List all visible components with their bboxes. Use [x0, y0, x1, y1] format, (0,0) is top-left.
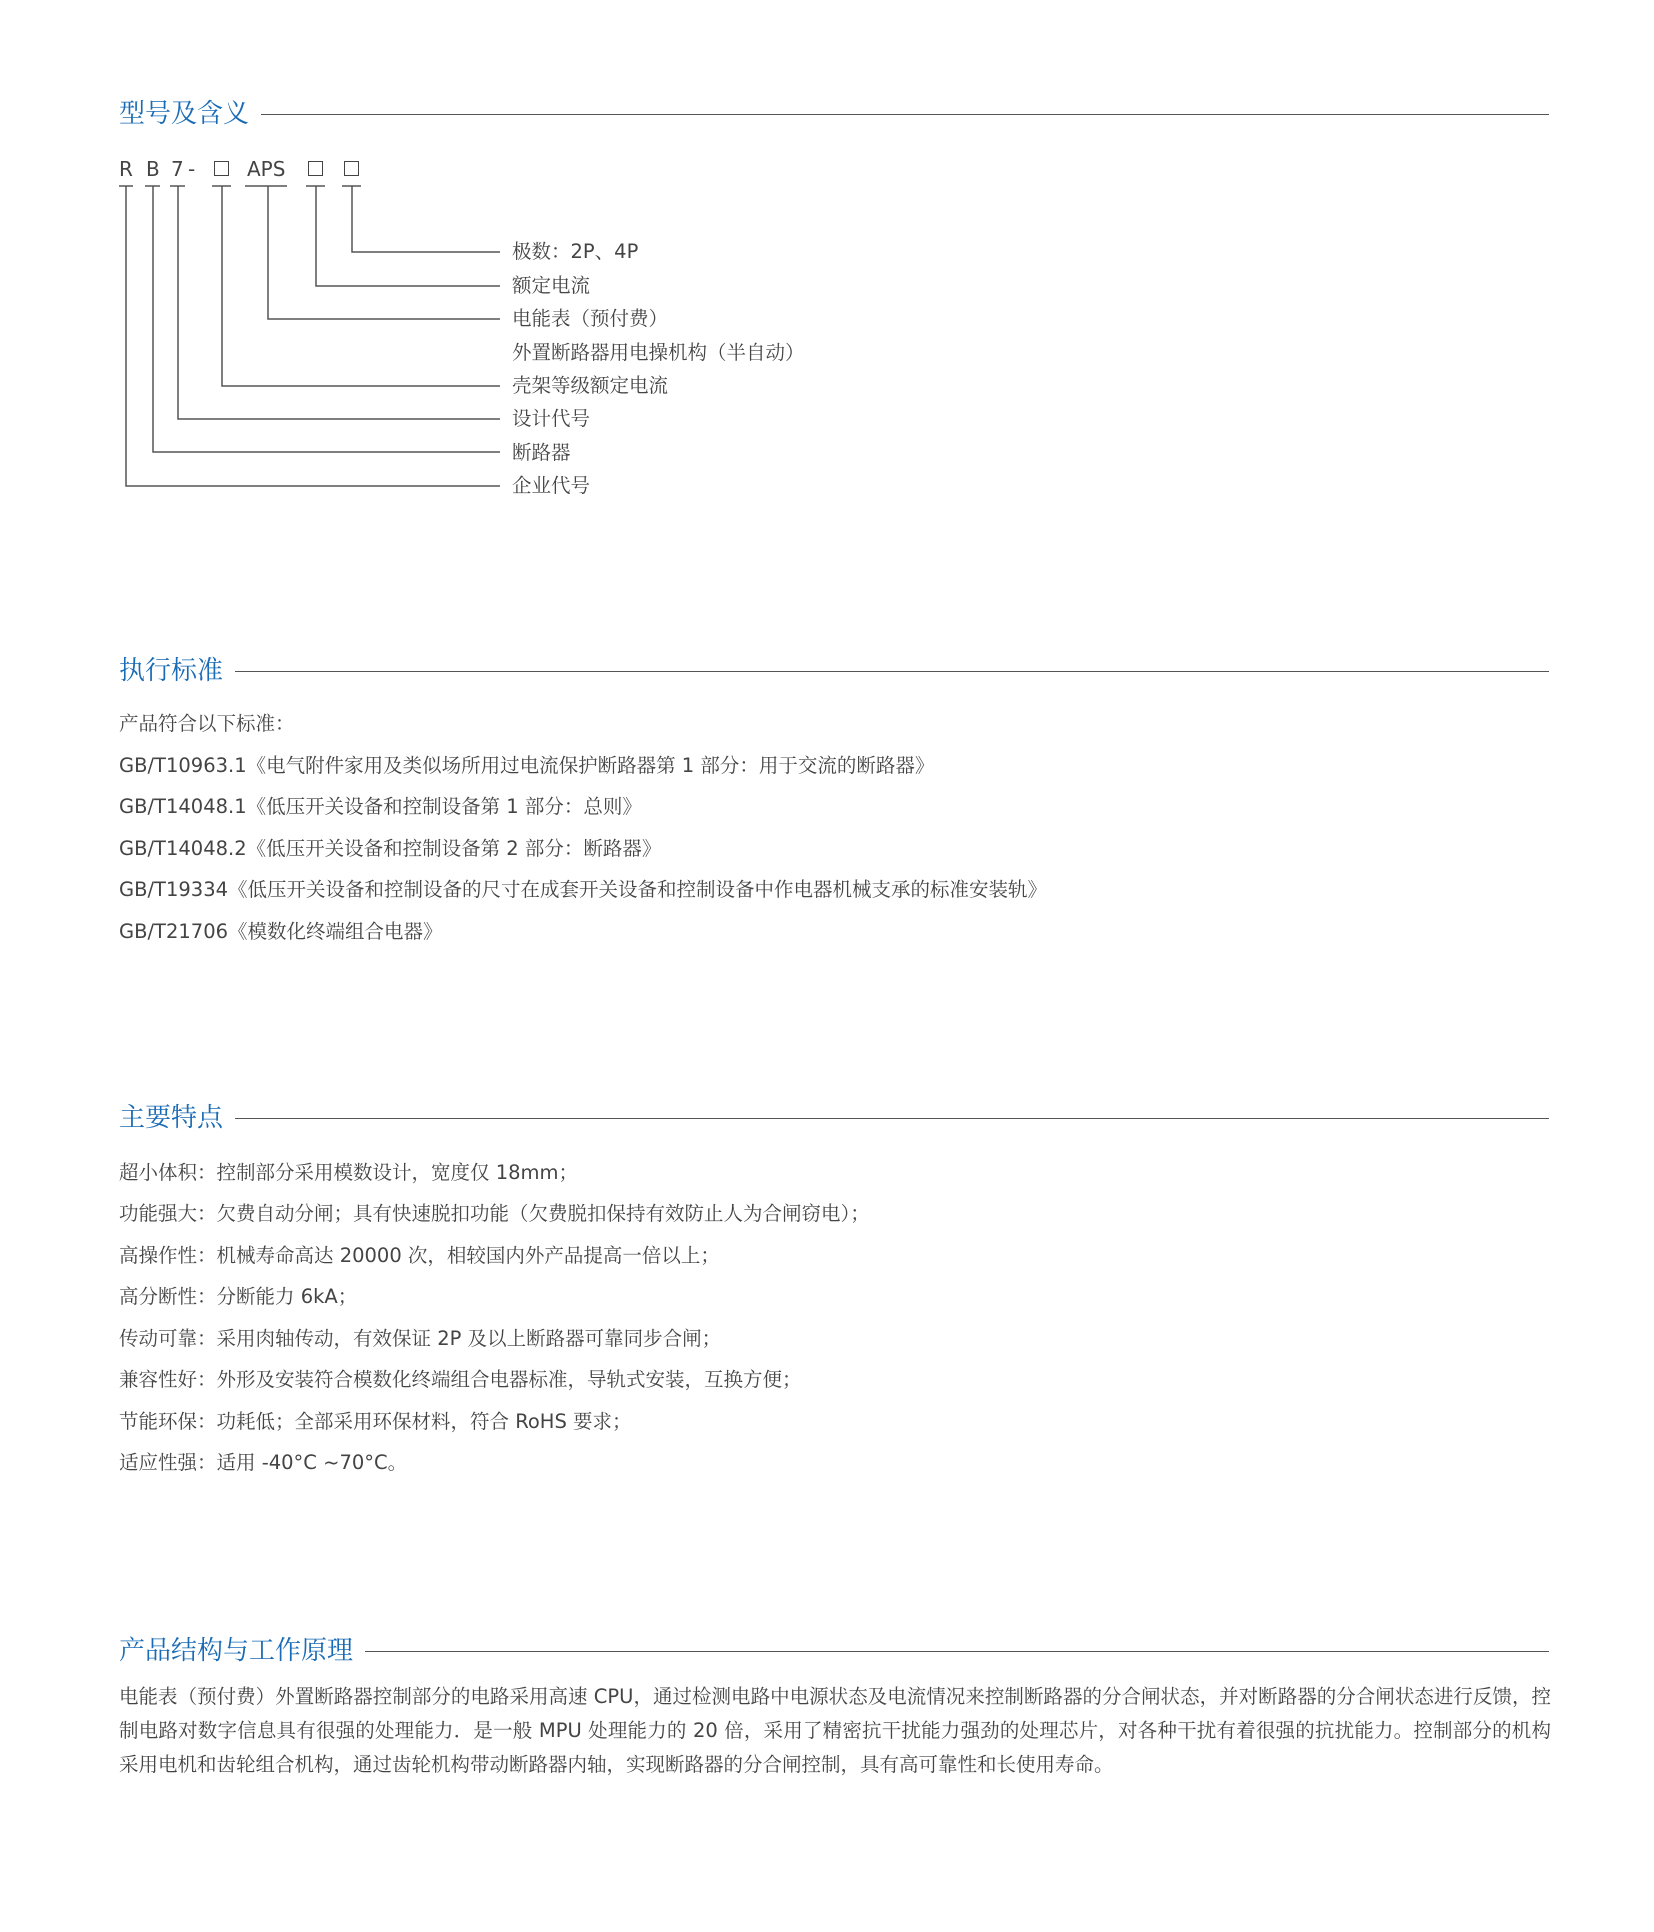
section-divider [119, 671, 1549, 672]
meaning-breaker: 断路器 [512, 441, 571, 464]
feature-item: 高操作性：机械寿命高达 20000 次，相较国内外产品提高一倍以上； [119, 1244, 720, 1267]
feature-item: 超小体积：控制部分采用模数设计，宽度仅 18mm； [119, 1161, 579, 1184]
meaning-poles: 极数：2P、4P [512, 240, 639, 263]
code-letter-b: B [146, 157, 160, 181]
meaning-frame-current: 壳架等级额定电流 [512, 374, 669, 397]
section-header-structure [119, 1631, 1549, 1671]
feature-item: 传动可靠：采用肉轴传动，有效保证 2P 及以上断路器可靠同步合闸； [119, 1327, 722, 1350]
code-dash: - [188, 157, 196, 181]
section-header-standards [119, 651, 1549, 691]
model-connector-lines [0, 0, 1654, 520]
section-title: 型号及含义 [119, 94, 261, 134]
section-divider [119, 1118, 1549, 1119]
code-digit-7: 7 [171, 157, 184, 181]
feature-item: 功能强大：欠费自动分闸；具有快速脱扣功能（欠费脱扣保持有效防止人为合闸窃电）； [119, 1202, 870, 1225]
section-header-features [119, 1098, 1549, 1138]
standards-intro: 产品符合以下标准： [119, 712, 295, 735]
standard-item: GB/T21706《模数化终端组合电器》 [119, 920, 443, 943]
meaning-design-code: 设计代号 [512, 407, 591, 430]
feature-item: 适应性强：适用 -40°C ~70°C。 [119, 1451, 408, 1474]
meaning-company-code: 企业代号 [512, 474, 591, 497]
section-title: 产品结构与工作原理 [119, 1631, 365, 1671]
meaning-rated-current: 额定电流 [512, 274, 591, 297]
standard-item: GB/T14048.1《低压开关设备和控制设备第 1 部分：总则》 [119, 795, 642, 818]
code-aps: APS [247, 157, 286, 181]
feature-item: 高分断性：分断能力 6kA； [119, 1285, 358, 1308]
section-title: 执行标准 [119, 651, 235, 691]
standard-item: GB/T19334《低压开关设备和控制设备的尺寸在成套开关设备和控制设备中作电器机械支承的标准安装轨》 [119, 878, 1048, 901]
section-title: 主要特点 [119, 1098, 235, 1138]
feature-item: 节能环保：功耗低；全部采用环保材料，符合 RoHS 要求； [119, 1410, 632, 1433]
structure-paragraph: 电能表（预付费）外置断路器控制部分的电路采用高速 CPU，通过检测电路中电源状态及电流情况来控制断路器的分合闸状态，并对断路器的分合闸状态进行反馈，控制电路对数字信息具有很强的处理能力．是一般 MPU 处理能力的 20 倍，采用了精密抗干扰能力强劲的处理芯片，对各种干扰有着很强的抗扰能力。控制部分的机构采用电机和齿轮组合机构，通过齿轮机构带动断路器内轴，实现断路器的分合闸控制，具有高可靠性和长使用寿命。 [119, 1685, 1551, 1776]
meaning-meter: 电能表（预付费） [512, 307, 669, 330]
meaning-mechanism: 外置断路器用电操机构（半自动） [512, 341, 805, 364]
standard-item: GB/T14048.2《低压开关设备和控制设备第 2 部分：断路器》 [119, 837, 662, 860]
code-letter-r: R [119, 157, 133, 181]
standard-item: GB/T10963.1《电气附件家用及类似场所用过电流保护断路器第 1 部分：用于交流的断路器》 [119, 754, 935, 777]
feature-item: 兼容性好：外形及安装符合模数化终端组合电器标准，导轨式安装，互换方便； [119, 1368, 802, 1391]
